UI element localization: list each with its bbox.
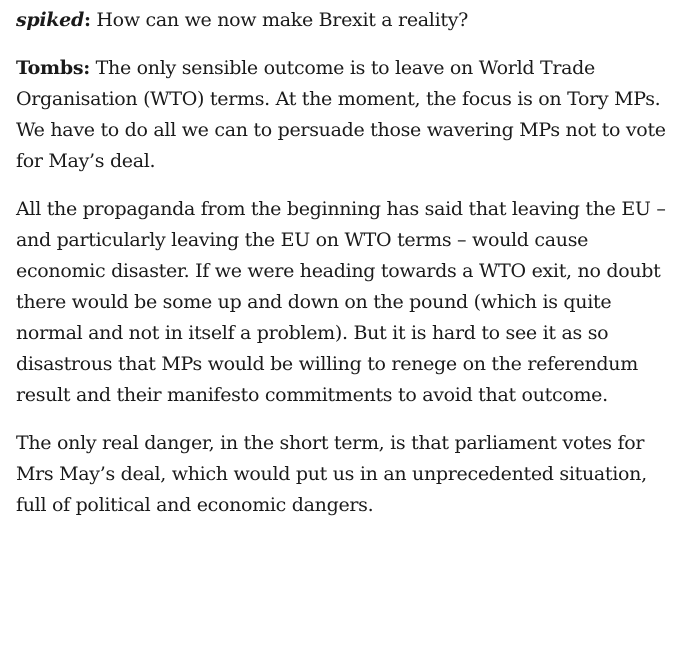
- speaker-separator: :: [83, 9, 91, 31]
- question-text: How can we now make Brexit a reality?: [90, 9, 469, 31]
- interviewee-name: Tombs:: [16, 57, 90, 79]
- answer-paragraph: [16, 53, 676, 177]
- question-paragraph: [16, 5, 676, 36]
- body-paragraph-3: The only real danger, in the short term, is that parliament votes for Mrs May’s deal, which would put us in an unprecedented situation, full of political and economic dangers.: [16, 432, 647, 516]
- answer-text: The only sensible outcome is to leave on World Trade Organisation (WTO) terms. At the moment, the focus is on Tory MPs. We have to do all we can to persuade those wavering MPs not to vote for May’s deal.: [16, 57, 666, 172]
- interviewer-name: spiked: [16, 9, 84, 31]
- article-body: [16, 5, 676, 538]
- body-paragraph-2: All the propaganda from the beginning has said that leaving the EU – and particularly leaving the EU on WTO terms – would cause economic disaster. If we were heading towards a WTO exit, no doubt there would be some up and down on the pound (which is quite normal and not in itself a problem). But it is hard to see it as so disastrous that MPs would be willing to renege on the referendum result and their manifesto commitments to avoid that outcome.: [16, 198, 666, 406]
